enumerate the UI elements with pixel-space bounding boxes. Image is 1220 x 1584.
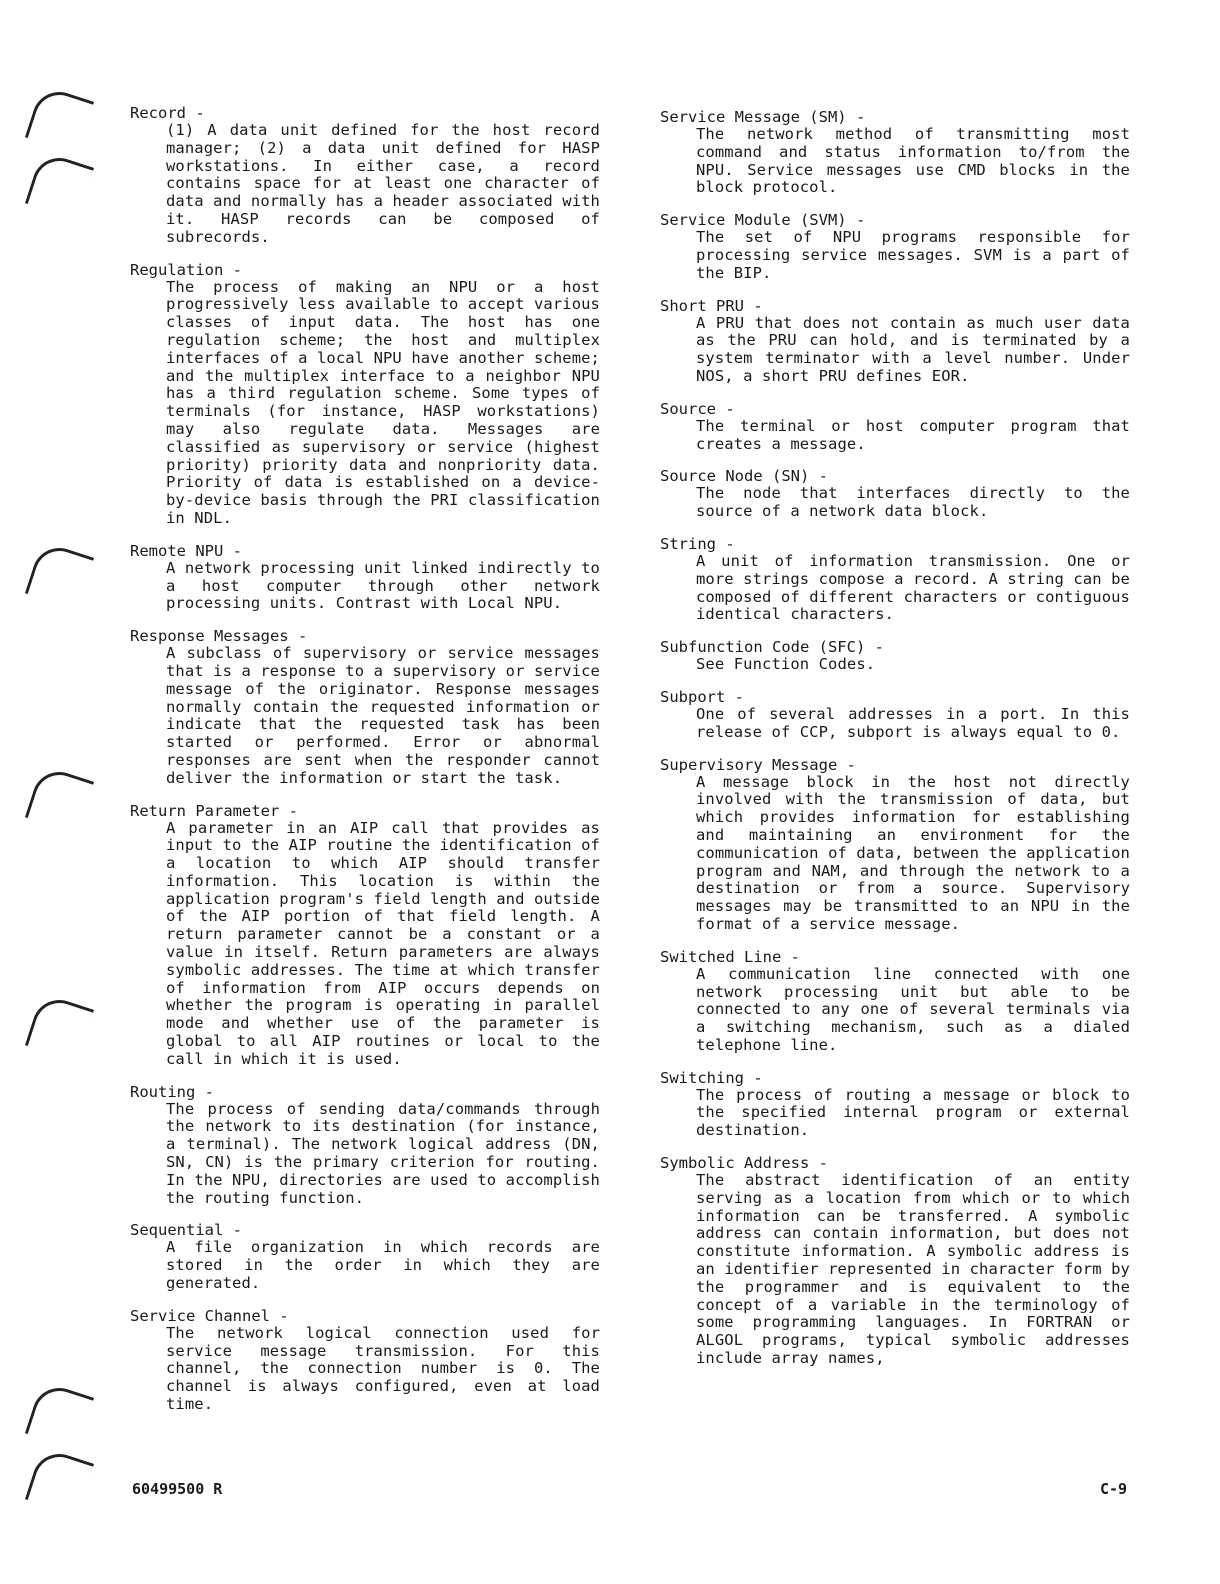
glossary-definition: A PRU that does not contain as much user data as the PRU can hold, and is terminated by a system terminator with a level number. Under NOS, a short PRU defines EOR. (696, 313, 1130, 385)
glossary-entry (130, 627, 600, 787)
glossary-term: Switched Line - (660, 947, 800, 966)
glossary-term: Service Module (SVM) - (660, 211, 866, 230)
glossary-term: Short PRU - (660, 296, 763, 315)
glossary-entry (130, 1307, 600, 1414)
glossary-entry (660, 108, 1130, 197)
glossary-term: Switching - (660, 1068, 763, 1087)
glossary-definition: A subclass of supervisory or service messages that is a response to a supervisory or service message of the originator. Response messages normally contain the requested information or indicate that the requested task has been started or performed. Error or abnormal responses are sent when the responder cannot deliver the information or start the task. (166, 644, 600, 787)
glossary-definition: The process of making an NPU or a host progressively less available to accept various classes of input data. The host has one regulation scheme; the host and multiplex interfaces of a local NPU have another scheme; and the multiplex interface to a neighbor NPU has a third regulation scheme. Some types of terminals (for instance, HASP workstations) may also regulate data. Messages are classified as supervisory or service (highest priority) priority data and nonpriority data. Priority of data is established on a device-by-device basis through the PRI classification in NDL. (166, 277, 600, 527)
glossary-right-column (660, 108, 1130, 1382)
binder-hole-mark (25, 1381, 94, 1450)
glossary-entry (660, 211, 1130, 282)
binder-hole-mark (25, 1447, 94, 1516)
glossary-entry (130, 1221, 600, 1292)
glossary-entry (660, 1154, 1130, 1368)
glossary-entry (660, 297, 1130, 386)
glossary-term: Record - (130, 104, 205, 122)
glossary-left-column (130, 104, 600, 1428)
glossary-entry (130, 542, 600, 613)
glossary-entry (130, 802, 600, 1069)
glossary-definition: See Function Codes. (696, 655, 876, 674)
glossary-entry (660, 688, 1130, 742)
glossary-definition: A network processing unit linked indirectly to a host computer through other network processing units. Contrast with Local NPU. (166, 558, 600, 613)
glossary-term: Service Channel - (130, 1306, 289, 1325)
glossary-definition: (1) A data unit defined for the host record manager; (2) a data unit defined for HASP workstations. In either case, a record contains space for at least one character of data and normally has a header associated with it. HASP records can be composed of subrecords. (166, 121, 600, 246)
binder-hole-mark (25, 85, 94, 154)
glossary-entry (130, 104, 600, 247)
glossary-entry (660, 638, 1130, 674)
glossary-entry (660, 756, 1130, 934)
binder-hole-mark (25, 541, 94, 610)
glossary-definition: A unit of information transmission. One or more strings compose a record. A string can be composed of different characters or contiguous identical characters. (696, 551, 1130, 624)
glossary-definition: One of several addresses in a port. In this release of CCP, subport is always equal to 0. (696, 704, 1130, 741)
glossary-entry (660, 400, 1130, 454)
glossary-entry (660, 948, 1130, 1055)
page-number: C-9 (1100, 1480, 1128, 1498)
glossary-term: Symbolic Address - (660, 1154, 828, 1173)
glossary-definition: The node that interfaces directly to the source of a network data block. (696, 484, 1130, 521)
glossary-term: Service Message (SM) - (660, 108, 866, 126)
glossary-definition: A message block in the host not directly involved with the transmission of data, but which provides information for establishing and maintaining an environment for the communication of data, between the application program and NAM, and through the network to a destination or from a source. Supervisory messages may be transmitted to an NPU in the format of a service message. (696, 772, 1130, 933)
glossary-entry (130, 261, 600, 528)
binder-hole-mark (25, 993, 94, 1062)
glossary-definition: The abstract identification of an entity serving as a location from which or to which information can be transferred. A symbolic address can contain information, but does not constitute information. A symbolic address is an identifier represented in character form by the programmer and is equivalent to the concept of a variable in the terminology of some programming languages. In FORTRAN or ALGOL programs, typical symbolic addresses include array names, (696, 1171, 1130, 1368)
glossary-definition: The network method of transmitting most command and status information to/from the NPU. Service messages use CMD blocks in the block protocol. (696, 125, 1130, 197)
glossary-definition: The process of sending data/commands through the network to its destination (for instance, a terminal). The network logical address (DN, SN, CN) is the primary criterion for routing. In the NPU, directories are used to accomplish the routing function. (166, 1099, 600, 1207)
glossary-definition: A parameter in an AIP call that provides as input to the AIP routine the identification of a location to which AIP should transfer information. This location is within the application program's field length and outside of the AIP portion of that field length. A return parameter cannot be a constant or a value in itself. Return parameters are always symbolic addresses. The time at which transfer of information from AIP occurs depends on whether the program is operating in parallel mode and whether use of the parameter is global to all AIP routines or local to the call in which it is used. (166, 818, 600, 1068)
glossary-entry (130, 1083, 600, 1208)
glossary-term: Regulation - (130, 260, 242, 279)
glossary-term: Sequential - (130, 1221, 242, 1240)
glossary-definition: A file organization in which records are stored in the order in which they are generated. (166, 1238, 600, 1293)
glossary-term: Return Parameter - (130, 801, 298, 820)
glossary-term: Response Messages - (130, 627, 308, 646)
document-number: 60499500 R (132, 1480, 223, 1498)
glossary-entry (660, 467, 1130, 521)
glossary-definition: The network logical connection used for service message transmission. For this channel, the connection number is 0. The channel is always configured, even at load time. (166, 1323, 600, 1414)
glossary-term: Source Node (SN) - (660, 467, 828, 486)
glossary-term: Subfunction Code (SFC) - (660, 638, 884, 657)
glossary-definition: A communication line connected with one network processing unit but able to be connected to any one of several terminals via a switching mechanism, such as a dialed telephone line. (696, 964, 1130, 1054)
glossary-term: Remote NPU - (130, 541, 242, 560)
glossary-definition: The set of NPU programs responsible for processing service messages. SVM is a part of the BIP. (696, 228, 1130, 282)
glossary-entry (660, 535, 1130, 624)
binder-hole-mark (25, 151, 94, 220)
glossary-term: Source - (660, 399, 735, 418)
glossary-term: Supervisory Message - (660, 755, 856, 774)
glossary-term: String - (660, 534, 735, 553)
glossary-entry (660, 1069, 1130, 1140)
glossary-definition: The terminal or host computer program that creates a message. (696, 416, 1130, 453)
binder-hole-mark (25, 765, 94, 834)
glossary-term: Routing - (130, 1082, 214, 1101)
glossary-definition: The process of routing a message or block to the specified internal program or external destination. (696, 1085, 1130, 1140)
glossary-term: Subport - (660, 687, 744, 706)
